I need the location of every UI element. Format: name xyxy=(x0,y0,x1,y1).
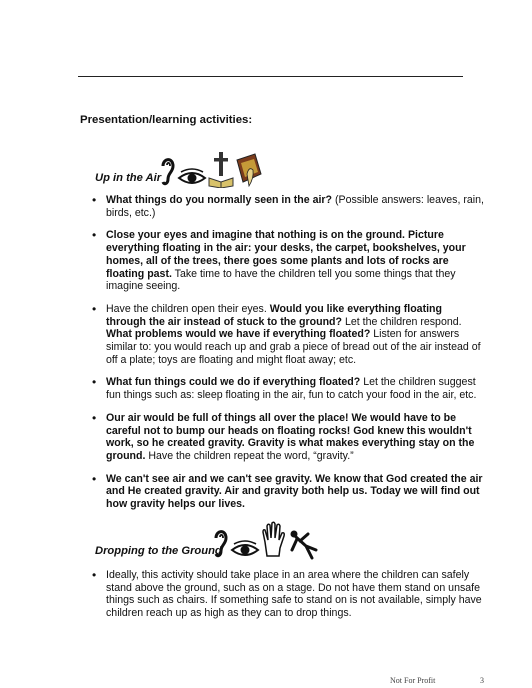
page-number: 3 xyxy=(480,676,484,685)
list-item: • Ideally, this activity should take place in an area where the children can safely stand above the ground, such as on a stage. Do not have them stand on unsafe things such as chairs. If something safe to stand on is not available, simply have children reach up as high as they can to drop things. xyxy=(92,569,484,620)
stretching-figure-icon xyxy=(288,528,318,560)
eye-icon xyxy=(177,168,207,188)
list-item: • What fun things could we do if everything floated? Let the children suggest fun things such as: sleep floating in the air, fun to catch your food in the air, etc. xyxy=(92,376,484,401)
list-item: • Our air would be full of things all over the place! We would have to be careful not to bump our heads on floating rocks! God knew this wouldn't work, so he created gravity. Gravity is what makes everything stay on the ground. Have the children repeat the word, “gravity.” xyxy=(92,412,484,463)
ear-icon xyxy=(213,526,229,560)
list-item: • Close your eyes and imagine that nothing is on the ground. Picture everything floating in the air: your desks, the carpet, bookshelves, your homes, all of the trees, there goes some plants and lots of rocks are floating past. Take time to have the children tell you some things that they imagine seeing. xyxy=(92,229,484,293)
list-item: • Have the children open their eyes. Would you like everything floating through the air instead of stuck to the ground? Let the children respond. What problems would we have if everything floated? Listen for answers similar to: you would reach up and grab a piece of bread out of the air instead of off a plate; toys are floating and might float away; etc. xyxy=(92,303,484,367)
section-title-dropping-to-the-ground: Dropping to the Ground xyxy=(95,545,222,557)
list-item: • What things do you normally seen in the air? (Possible answers: leaves, rain, birds, etc.) xyxy=(92,194,484,219)
page-heading: Presentation/learning activities: xyxy=(80,114,253,126)
section2-bullet-list xyxy=(92,569,484,630)
ear-icon xyxy=(160,154,176,188)
section-icons-1 xyxy=(160,150,263,188)
section1-bullet-list xyxy=(92,194,484,521)
top-rule xyxy=(78,76,463,77)
section-icons-2 xyxy=(213,520,318,560)
cross-bible-icon xyxy=(208,150,234,188)
list-item: • We can't see air and we can't see gravity. We know that God created the air and He created gravity. Air and gravity both help us. Today we will find out how gravity helps our lives. xyxy=(92,473,484,511)
praying-hands-book-icon xyxy=(235,152,263,188)
hand-icon xyxy=(261,520,287,560)
eye-icon xyxy=(230,540,260,560)
footer-label: Not For Profit xyxy=(390,676,436,685)
section-title-up-in-the-air: Up in the Air xyxy=(95,172,162,184)
